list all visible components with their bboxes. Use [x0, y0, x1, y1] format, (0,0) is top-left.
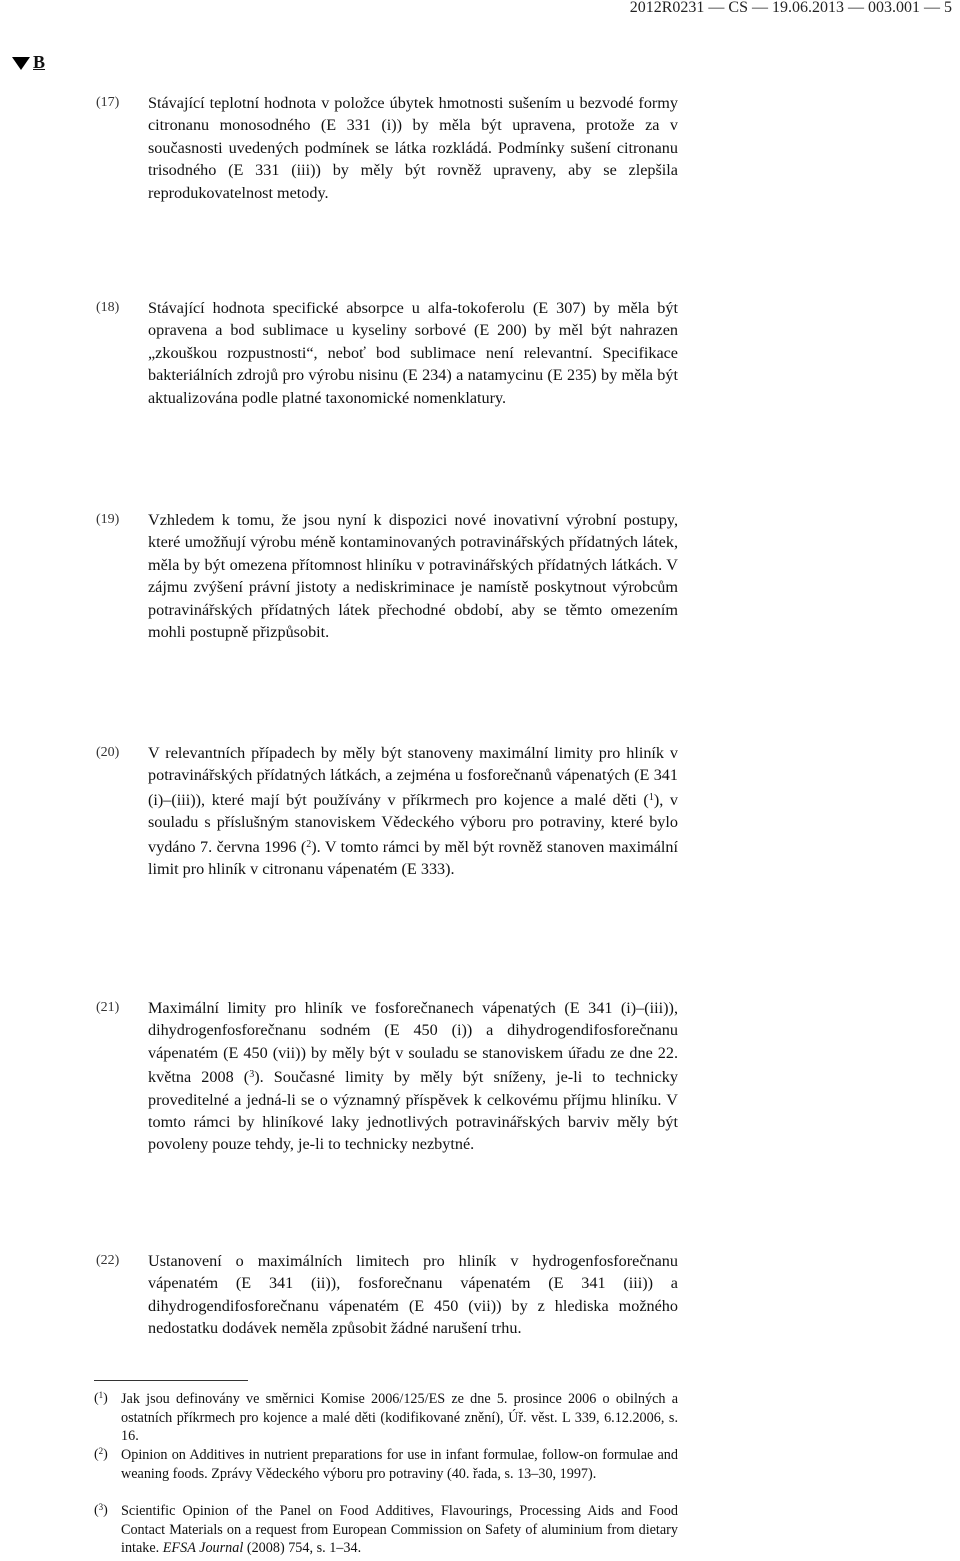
recital-number: (22) — [96, 1253, 120, 1268]
footnote-number: ($^1$) — [94, 1390, 108, 1406]
recital-number: (17) — [96, 95, 120, 110]
recital-text: Stávající teplotní hodnota v položce úbytek hmotnosti sušením u bezvodé formy citronanu monosodného (E 331 (i)) by měla být upravena, protože za v současnosti uvedených podmínek se látka rozkládá. Podmínky sušení citronanu trisodného (E 331 (iii)) by měly být rovněž upraveny, aby se zlepšila reprodukovatelnost metody. — [148, 94, 678, 202]
recital-number: (20) — [96, 745, 120, 760]
journal-title: EFSA Journal — [162, 1540, 244, 1556]
recital-text-part: V relevantních případech by měly být stanoveny maximální limity pro hliník v potravinářských přídatných látkách, a zejména u fosforečnanů vápenatých (E 341 (i)–(iii)), které mají být používány v příkrmech pro kojence a malé děti ( — [148, 744, 678, 809]
footnote-ref[interactable]: 3 — [249, 1069, 255, 1081]
amendment-marker — [12, 52, 45, 72]
triangle-down-icon — [12, 57, 30, 70]
footnote-number: ($^3$) — [94, 1502, 108, 1518]
recital-number: (21) — [96, 1000, 120, 1015]
footnote-number: ($^2$) — [94, 1446, 108, 1462]
running-head: 2012R0231 — CS — 19.06.2013 — 003.001 — 5 — [629, 0, 952, 16]
footnote-text: Opinion on Additives in nutrient preparations for use in infant formulae, follow-on formulae and weaning foods. Zprávy Vědeckého výboru pro potraviny (40. řada, s. 13–30, 1997). — [121, 1447, 678, 1482]
footnote-text: Jak jsou definovány ve směrnici Komise 2006/125/ES ze dne 5. prosince 2006 o obilných a ostatních příkrmech pro kojence a malé děti (kodifikované znění), Úř. věst. L 339, 6.12.2006, s. 16. — [121, 1391, 678, 1444]
recital-text: Stávající hodnota specifické absorpce u alfa-tokoferolu (E 307) by měla být opravena a bod sublimace u kyseliny sorbové (E 200) by měl být nahrazen „zkouškou rozpustnosti“, neboť bod sublimace není relevantní. Specifikace bakteriálních zdrojů pro výrobu nisinu (E 234) a natamycinu (E 235) by měla být aktualizována podle platné taxonomické nomenklatury. — [148, 299, 678, 407]
footnote-ref[interactable]: 1 — [648, 791, 654, 803]
recital-number: (19) — [96, 512, 120, 527]
recital-text — [148, 742, 678, 880]
recital-text-part: Maximální limity pro hliník ve fosforečnanech vápenatých (E 341 (i)–(iii)), dihydrogenfosforečnanu sodném (E 450 (i)) a dihydrogendifosforečnanu vápenatém (E 450 (vii)) by měly být v souladu se stanoviskem úřadu ze dne 22. května 2008 ( — [148, 999, 678, 1087]
recital-text: Ustanovení o maximálních limitech pro hliník v hydrogenfosforečnanu vápenatém (E 341 (ii)), fosforečnanu vápenatém (E 341 (iii)) a dihydrogendifosforečnanu vápenatém (E 450 (vii)) by z hlediska možného nedostatku dodávek neměla způsobit žádné narušení trhu. — [148, 1252, 678, 1338]
recital-text-part: ), v souladu s příslušným stanoviskem Vědeckého výboru pro potraviny, které bylo vydáno 7. června 1996 ( — [148, 790, 678, 856]
recital-text — [148, 997, 678, 1156]
recital-number: (18) — [96, 300, 120, 315]
marker-letter: B — [33, 52, 46, 72]
footnote-ref[interactable]: 2 — [306, 838, 312, 850]
recital-text-part: ). Současné limity by měly být sníženy, je-li to technicky proveditelné a jedná-li se o významný příspěvek k celkovému příjmu hliníku. V tomto rámci by hliníkové laky jednotlivých potravinářských barviv měly být povoleny pouze tehdy, je-li to technicky nezbytné. — [148, 1068, 678, 1154]
recital-text-part: ). V tomto rámci by měl být rovněž stanoven maximální limit pro hliník v citronanu vápenatém (E 333). — [148, 837, 679, 879]
footnote-separator — [94, 1380, 248, 1381]
footnote-text: Scientific Opinion of the Panel on Food Additives, Flavourings, Processing Aids and Food Contact Materials on a request from European Commission on Safety of aluminium from dietary intake. EFSA Journal (2008) 754, s. 1–34. — [121, 1503, 678, 1556]
recital-text: Vzhledem k tomu, že jsou nyní k dispozici nové inovativní výrobní postupy, které umožňují výrobu méně kontaminovaných potravinářských přídatných látek, měla by být omezena přítomnost hliníku v potravinářských přídatných látkách. V zájmu zvýšení právní jistoty a nediskriminace je namístě poskytnout výrobcům potravinářských přídatných látek přechodné období, aby se těmto omezením mohli postupně přizpůsobit. — [148, 511, 678, 642]
